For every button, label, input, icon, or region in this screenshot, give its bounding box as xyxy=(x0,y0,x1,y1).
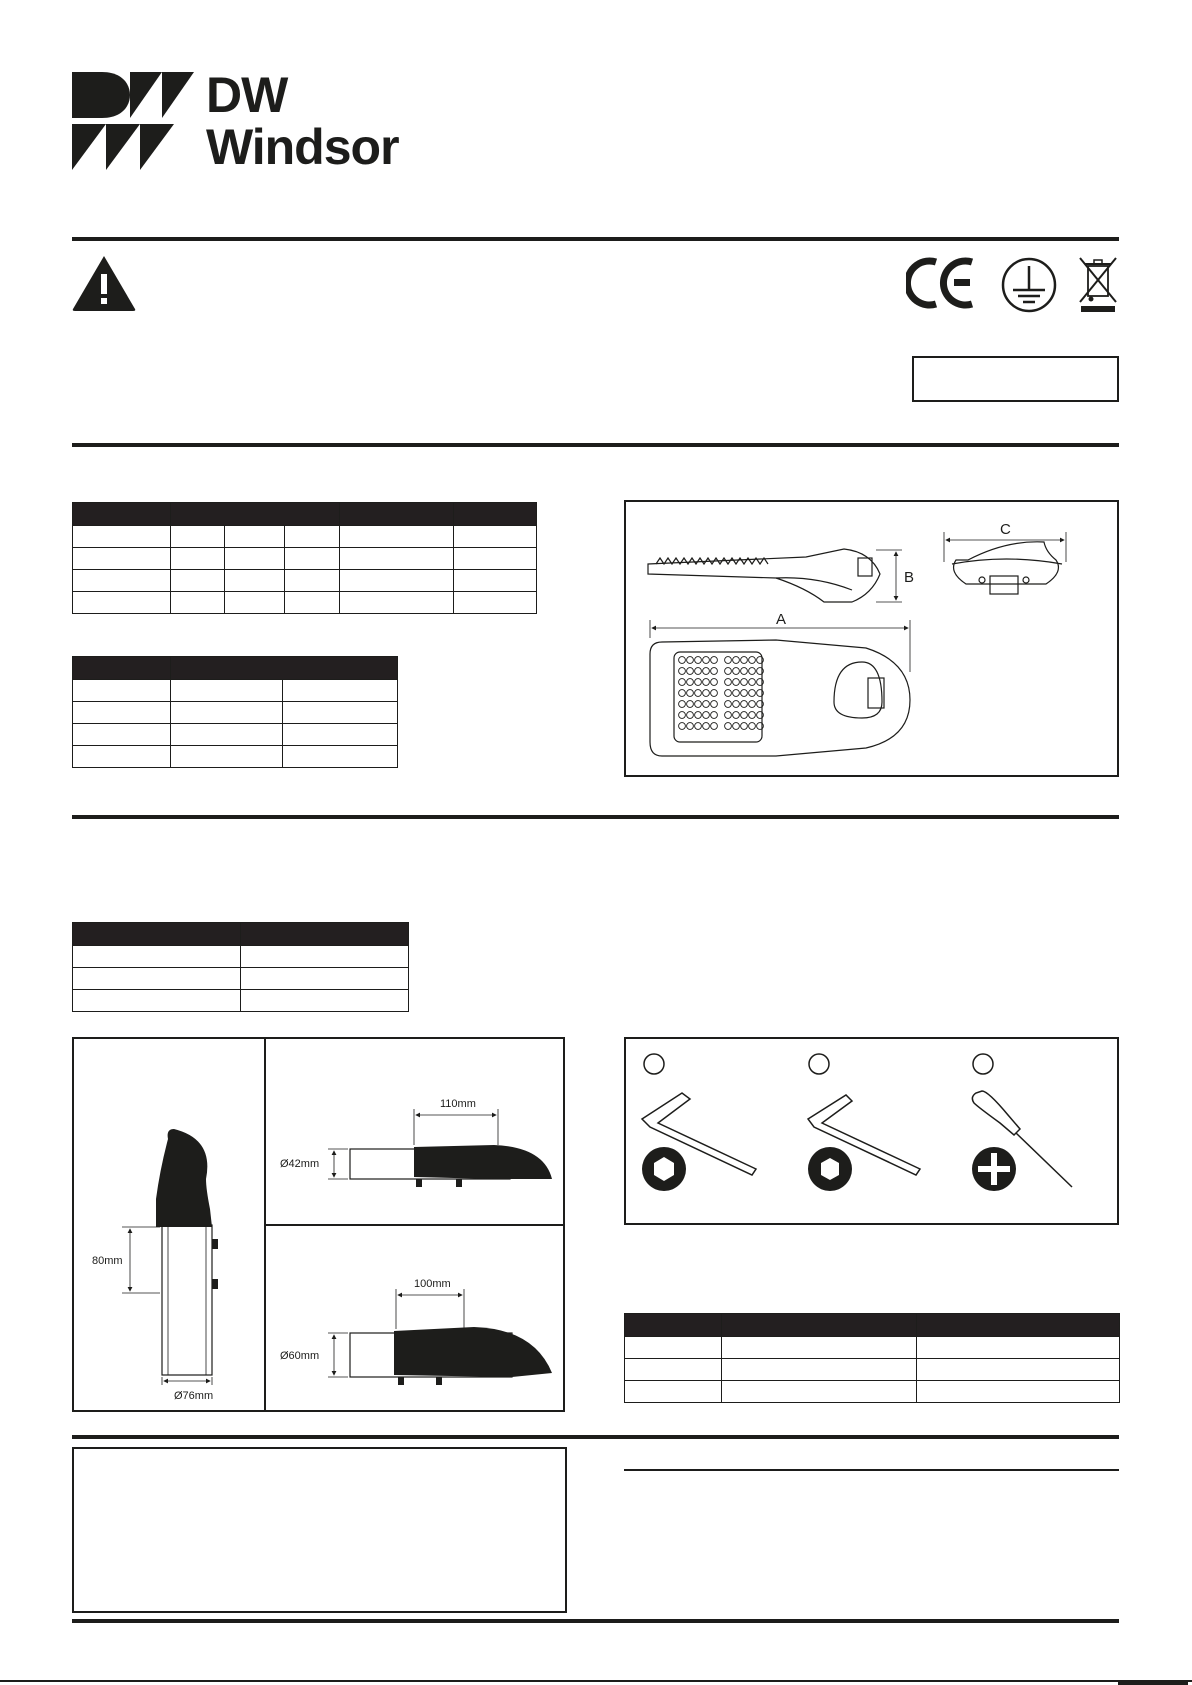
table-row xyxy=(73,680,398,702)
table-cell xyxy=(73,746,171,768)
table-cell xyxy=(73,680,171,702)
led-icon xyxy=(741,668,748,675)
luminaire-drawing xyxy=(626,502,1117,775)
table-row xyxy=(625,1337,1120,1359)
table-cell xyxy=(73,946,241,968)
table-cell xyxy=(340,570,454,592)
table-cell xyxy=(722,1381,917,1403)
tool-1-checkbox xyxy=(644,1054,664,1074)
protective-earth-icon xyxy=(1000,256,1058,314)
led-icon xyxy=(733,723,740,730)
led-icon xyxy=(687,690,694,697)
table-cell xyxy=(283,680,398,702)
led-icon xyxy=(679,723,686,730)
led-icon xyxy=(687,723,694,730)
table-row xyxy=(73,526,537,548)
table-cell xyxy=(171,548,225,570)
phillips-socket-icon xyxy=(972,1147,1016,1191)
table-row xyxy=(625,1359,1120,1381)
table-cell xyxy=(454,526,537,548)
table-header-cell xyxy=(241,923,409,946)
spigot-table xyxy=(72,922,409,1012)
section-divider xyxy=(72,815,1119,819)
luminaire-dimensions-figure xyxy=(624,500,1119,777)
led-icon xyxy=(733,701,740,708)
table-cell xyxy=(917,1381,1120,1403)
led-icon xyxy=(695,712,702,719)
led-icon xyxy=(725,690,732,697)
dimension-110mm-label: 110mm xyxy=(440,1098,476,1110)
table-cell xyxy=(225,570,285,592)
table-cell xyxy=(722,1337,917,1359)
table-cell xyxy=(171,680,283,702)
tools-required-figure xyxy=(624,1037,1119,1225)
table-cell xyxy=(285,570,340,592)
product-code-box xyxy=(912,356,1119,402)
plan-view-luminaire xyxy=(650,640,910,756)
table-row xyxy=(73,968,409,990)
section-divider xyxy=(72,237,1119,241)
led-icon xyxy=(733,712,740,719)
led-icon xyxy=(695,657,702,664)
led-icon xyxy=(703,723,710,730)
dimension-100mm-label: 100mm xyxy=(414,1278,451,1290)
table-header-row xyxy=(73,923,409,946)
table-cell xyxy=(171,702,283,724)
led-icon xyxy=(711,679,718,686)
table-cell xyxy=(73,570,171,592)
led-icon xyxy=(679,668,686,675)
table-row xyxy=(73,570,537,592)
led-icon xyxy=(749,690,756,697)
tools-drawing xyxy=(626,1039,1117,1223)
ce-mark-icon xyxy=(906,256,978,310)
mounting-dimensions-figure xyxy=(72,1037,565,1412)
table-cell xyxy=(625,1337,722,1359)
end-view-luminaire xyxy=(952,542,1062,594)
led-icon xyxy=(695,690,702,697)
led-icon xyxy=(725,668,732,675)
table-cell xyxy=(171,746,283,768)
table-cell xyxy=(283,746,398,768)
table-header-row xyxy=(73,503,537,526)
table-header-row xyxy=(73,657,398,680)
table-cell xyxy=(225,526,285,548)
dimension-76mm-label: Ø76mm xyxy=(174,1390,214,1402)
table-header-cell xyxy=(625,1314,722,1337)
led-icon xyxy=(749,701,756,708)
dimension-80mm-label: 80mm xyxy=(92,1255,123,1267)
led-icon xyxy=(711,657,718,664)
led-icon xyxy=(679,701,686,708)
table-cell xyxy=(171,526,225,548)
brand-line2: Windsor xyxy=(206,119,399,175)
led-icon xyxy=(711,712,718,719)
table-cell xyxy=(73,702,171,724)
warning-triangle-icon xyxy=(71,254,137,312)
led-icon xyxy=(749,723,756,730)
table-header-cell xyxy=(454,503,537,526)
led-icon xyxy=(725,679,732,686)
page-footer-mark xyxy=(1118,1681,1188,1685)
led-array xyxy=(679,657,764,730)
led-icon xyxy=(725,723,732,730)
table-cell xyxy=(225,592,285,614)
table-row xyxy=(73,946,409,968)
led-icon xyxy=(703,690,710,697)
table-row xyxy=(625,1381,1120,1403)
led-icon xyxy=(679,679,686,686)
led-icon xyxy=(733,668,740,675)
led-icon xyxy=(711,723,718,730)
led-icon xyxy=(695,723,702,730)
table-cell xyxy=(340,548,454,570)
weee-crossed-bin-icon xyxy=(1078,254,1118,314)
led-icon xyxy=(703,668,710,675)
table-cell xyxy=(340,592,454,614)
notes-box xyxy=(72,1447,567,1613)
table-header-cell xyxy=(171,657,398,680)
dw-windsor-logo-icon xyxy=(72,72,194,170)
table-row xyxy=(73,746,398,768)
table-row xyxy=(73,702,398,724)
led-icon xyxy=(703,679,710,686)
led-icon xyxy=(687,657,694,664)
hex-socket-icon xyxy=(642,1147,686,1191)
table-cell xyxy=(283,702,398,724)
section-divider xyxy=(72,1435,1119,1439)
led-icon xyxy=(695,679,702,686)
table-cell xyxy=(241,990,409,1012)
led-icon xyxy=(741,679,748,686)
table-header-cell xyxy=(73,923,241,946)
table-cell xyxy=(73,968,241,990)
table-cell xyxy=(285,526,340,548)
table-cell xyxy=(917,1359,1120,1381)
hex-socket-icon xyxy=(808,1147,852,1191)
led-icon xyxy=(749,657,756,664)
led-icon xyxy=(703,657,710,664)
led-icon xyxy=(741,657,748,664)
led-icon xyxy=(741,712,748,719)
table-cell xyxy=(73,548,171,570)
table-cell xyxy=(340,526,454,548)
table-cell xyxy=(454,592,537,614)
mounting-drawing xyxy=(74,1039,563,1410)
led-icon xyxy=(741,690,748,697)
table-cell xyxy=(73,990,241,1012)
table-cell xyxy=(625,1359,722,1381)
dimension-60mm-label: Ø60mm xyxy=(280,1350,320,1362)
tool-2-checkbox xyxy=(809,1054,829,1074)
led-icon xyxy=(725,657,732,664)
table-cell xyxy=(171,592,225,614)
led-icon xyxy=(733,690,740,697)
dimension-42mm-label: Ø42mm xyxy=(280,1158,320,1170)
led-icon xyxy=(703,712,710,719)
table-header-cell xyxy=(917,1314,1120,1337)
table-header-cell xyxy=(73,657,171,680)
brand-line1: DW xyxy=(206,67,288,123)
led-icon xyxy=(749,679,756,686)
torque-table xyxy=(624,1313,1120,1403)
table-cell xyxy=(171,724,283,746)
table-cell xyxy=(241,968,409,990)
table-row xyxy=(73,548,537,570)
table-header-cell xyxy=(340,503,454,526)
led-icon xyxy=(695,701,702,708)
table-header-cell xyxy=(73,503,171,526)
table-cell xyxy=(285,548,340,570)
section-divider xyxy=(72,1619,1119,1623)
table-cell xyxy=(171,570,225,592)
led-icon xyxy=(725,701,732,708)
led-icon xyxy=(695,668,702,675)
page-edge xyxy=(0,1680,1192,1682)
side-entry-42mm xyxy=(350,1145,552,1187)
specification-table xyxy=(72,502,537,614)
table-cell xyxy=(73,724,171,746)
table-cell xyxy=(241,946,409,968)
table-cell xyxy=(454,548,537,570)
post-top-entry xyxy=(156,1129,218,1375)
table-header-cell xyxy=(171,503,340,526)
table-cell xyxy=(917,1337,1120,1359)
dimension-c-label: C xyxy=(1000,521,1011,538)
led-icon xyxy=(741,701,748,708)
table-cell xyxy=(722,1359,917,1381)
led-icon xyxy=(749,712,756,719)
dimension-b-label: B xyxy=(904,569,915,586)
table-header-cell xyxy=(722,1314,917,1337)
table-cell xyxy=(625,1381,722,1403)
led-icon xyxy=(679,690,686,697)
table-cell xyxy=(283,724,398,746)
led-icon xyxy=(679,712,686,719)
led-icon xyxy=(687,679,694,686)
led-icon xyxy=(687,712,694,719)
weight-table xyxy=(72,656,398,768)
signature-line xyxy=(624,1469,1119,1471)
led-icon xyxy=(687,668,694,675)
tool-3-checkbox xyxy=(973,1054,993,1074)
table-row xyxy=(73,990,409,1012)
led-icon xyxy=(741,723,748,730)
side-entry-60mm xyxy=(350,1327,552,1385)
led-icon xyxy=(749,668,756,675)
led-icon xyxy=(733,657,740,664)
led-icon xyxy=(703,701,710,708)
table-row xyxy=(73,592,537,614)
led-icon xyxy=(733,679,740,686)
led-icon xyxy=(711,701,718,708)
section-divider xyxy=(72,443,1119,447)
table-cell xyxy=(225,548,285,570)
side-view-luminaire xyxy=(648,549,880,602)
led-icon xyxy=(679,657,686,664)
table-cell xyxy=(73,526,171,548)
table-cell xyxy=(285,592,340,614)
led-icon xyxy=(711,668,718,675)
dimension-a-label: A xyxy=(776,611,787,628)
table-header-row xyxy=(625,1314,1120,1337)
led-icon xyxy=(725,712,732,719)
led-icon xyxy=(711,690,718,697)
table-cell xyxy=(454,570,537,592)
table-cell xyxy=(73,592,171,614)
table-row xyxy=(73,724,398,746)
led-icon xyxy=(687,701,694,708)
